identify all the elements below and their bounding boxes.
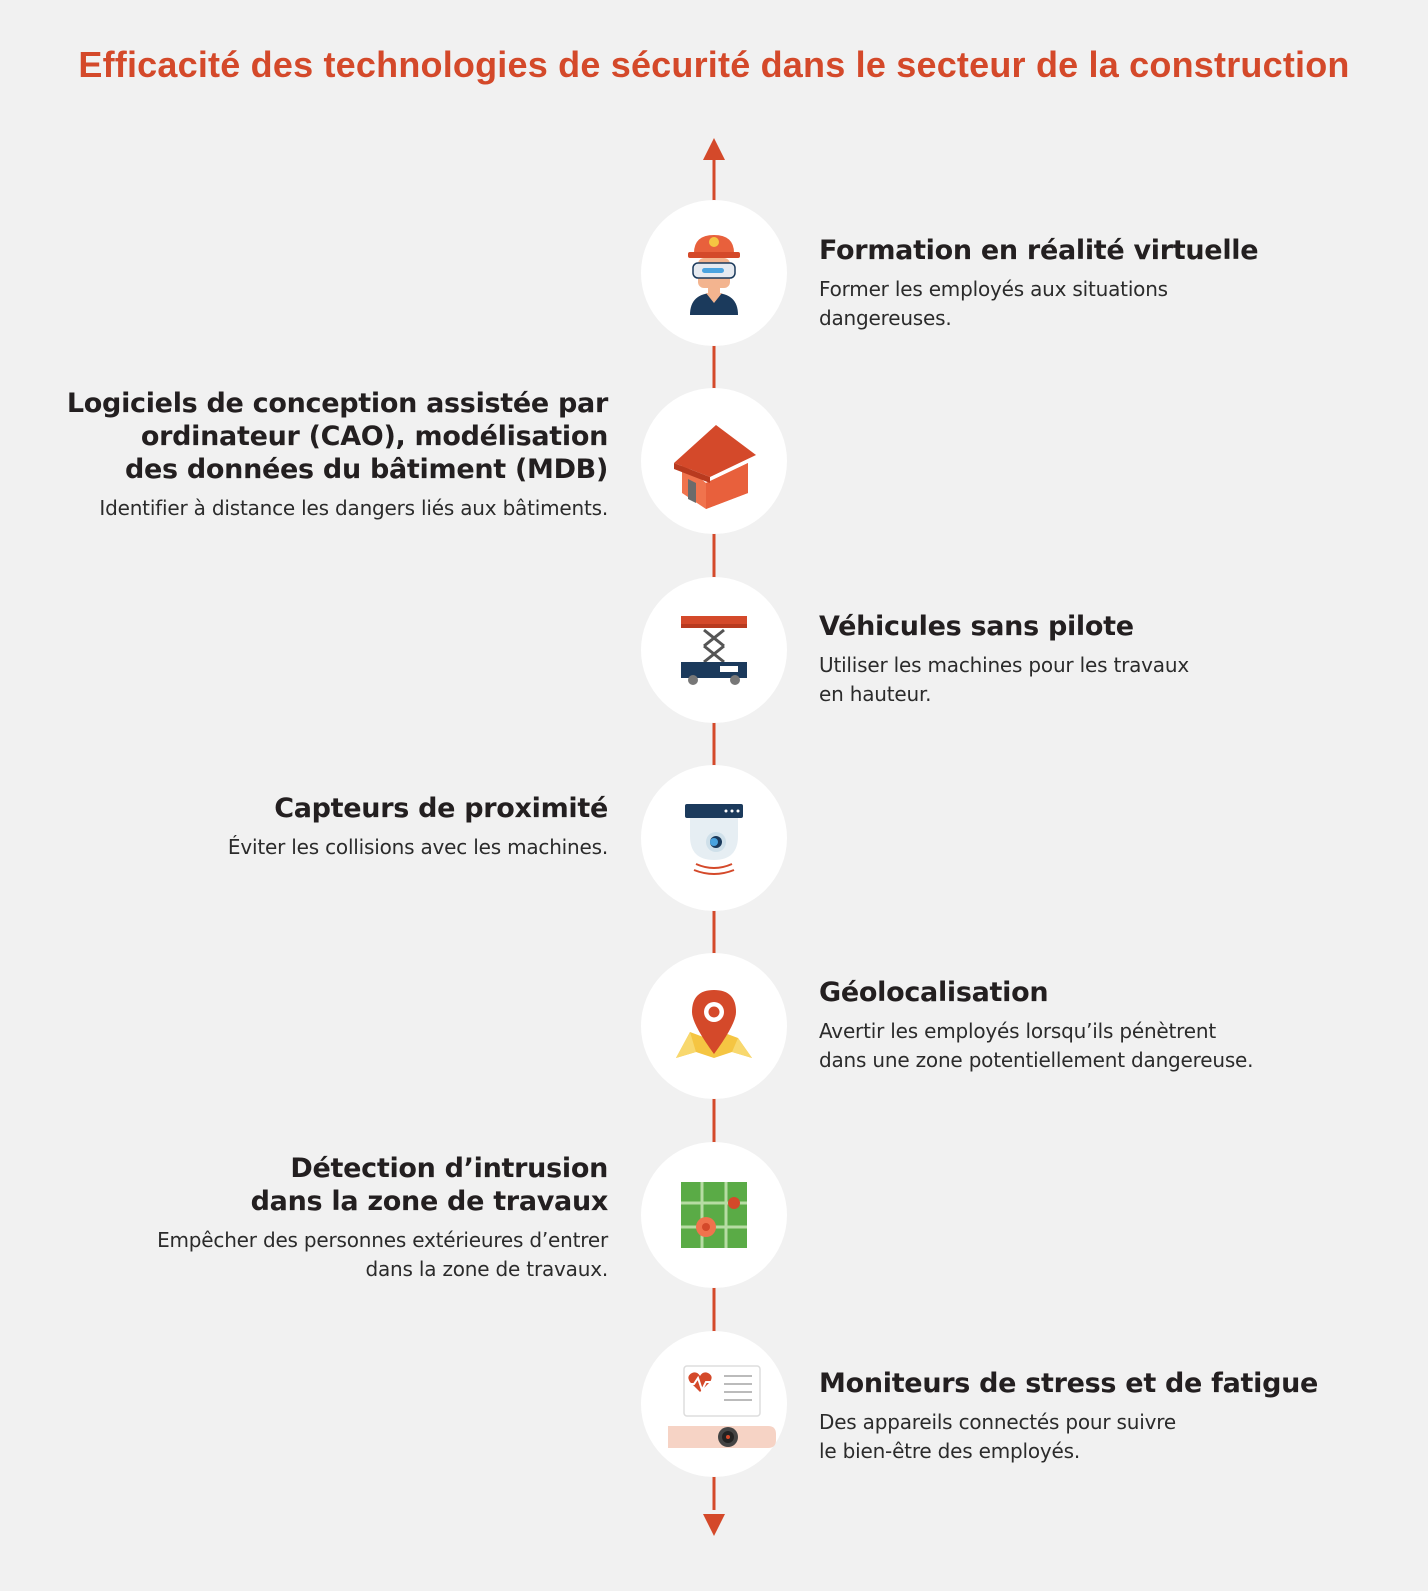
timeline-node-monitors [641,1331,787,1477]
arrow-down-icon [703,1514,725,1536]
vr-helmet-worker-icon [664,223,764,323]
item-description: Des appareils connectés pour suivre le bien-être des employés. [819,1410,1176,1463]
map-pin-icon [664,976,764,1076]
timeline-node-intrusion [641,1142,787,1288]
item-title: Formation en réalité virtuelle [819,235,1259,266]
timeline-node-vehicles [641,577,787,723]
item-description: Éviter les collisions avec les machines. [227,835,608,859]
item-title: Logiciels de conception assistée par ordinateur (CAO), modélisation des données du bâtiment (MDB) [66,388,608,485]
item-sensors [48,792,608,862]
wearable-heart-monitor-icon [664,1354,764,1454]
proximity-sensor-icon [664,788,764,888]
house-icon [664,411,764,511]
timeline-node-cad [641,388,787,534]
item-title: Capteurs de proximité [274,793,608,824]
item-title: Véhicules sans pilote [819,611,1134,642]
item-title: Géolocalisation [819,977,1049,1008]
zone-map-icon [664,1165,764,1265]
timeline-node-vr [641,200,787,346]
timeline-node-geo [641,953,787,1099]
item-vehicles [819,610,1379,709]
item-title: Moniteurs de stress et de fatigue [819,1368,1319,1399]
item-intrusion [48,1152,608,1284]
item-title: Détection d’intrusion dans la zone de travaux [250,1153,608,1217]
timeline-node-sensors [641,765,787,911]
scissor-lift-icon [664,600,764,700]
item-description: Identifier à distance les dangers liés aux bâtiments. [99,496,608,520]
item-description: Former les employés aux situations dangereuses. [819,277,1168,330]
item-description: Utiliser les machines pour les travaux en hauteur. [819,653,1189,706]
arrow-up-icon [703,138,725,160]
item-cad [48,387,608,523]
item-vr [819,234,1379,333]
item-description: Avertir les employés lorsqu’ils pénètrent dans une zone potentiellement dangereuse. [819,1019,1254,1072]
item-geo [819,976,1379,1075]
item-description: Empêcher des personnes extérieures d’entrer dans la zone de travaux. [157,1228,608,1281]
page-title: Efficacité des technologies de sécurité dans le secteur de la construction [78,44,1350,85]
item-monitors [819,1367,1379,1466]
